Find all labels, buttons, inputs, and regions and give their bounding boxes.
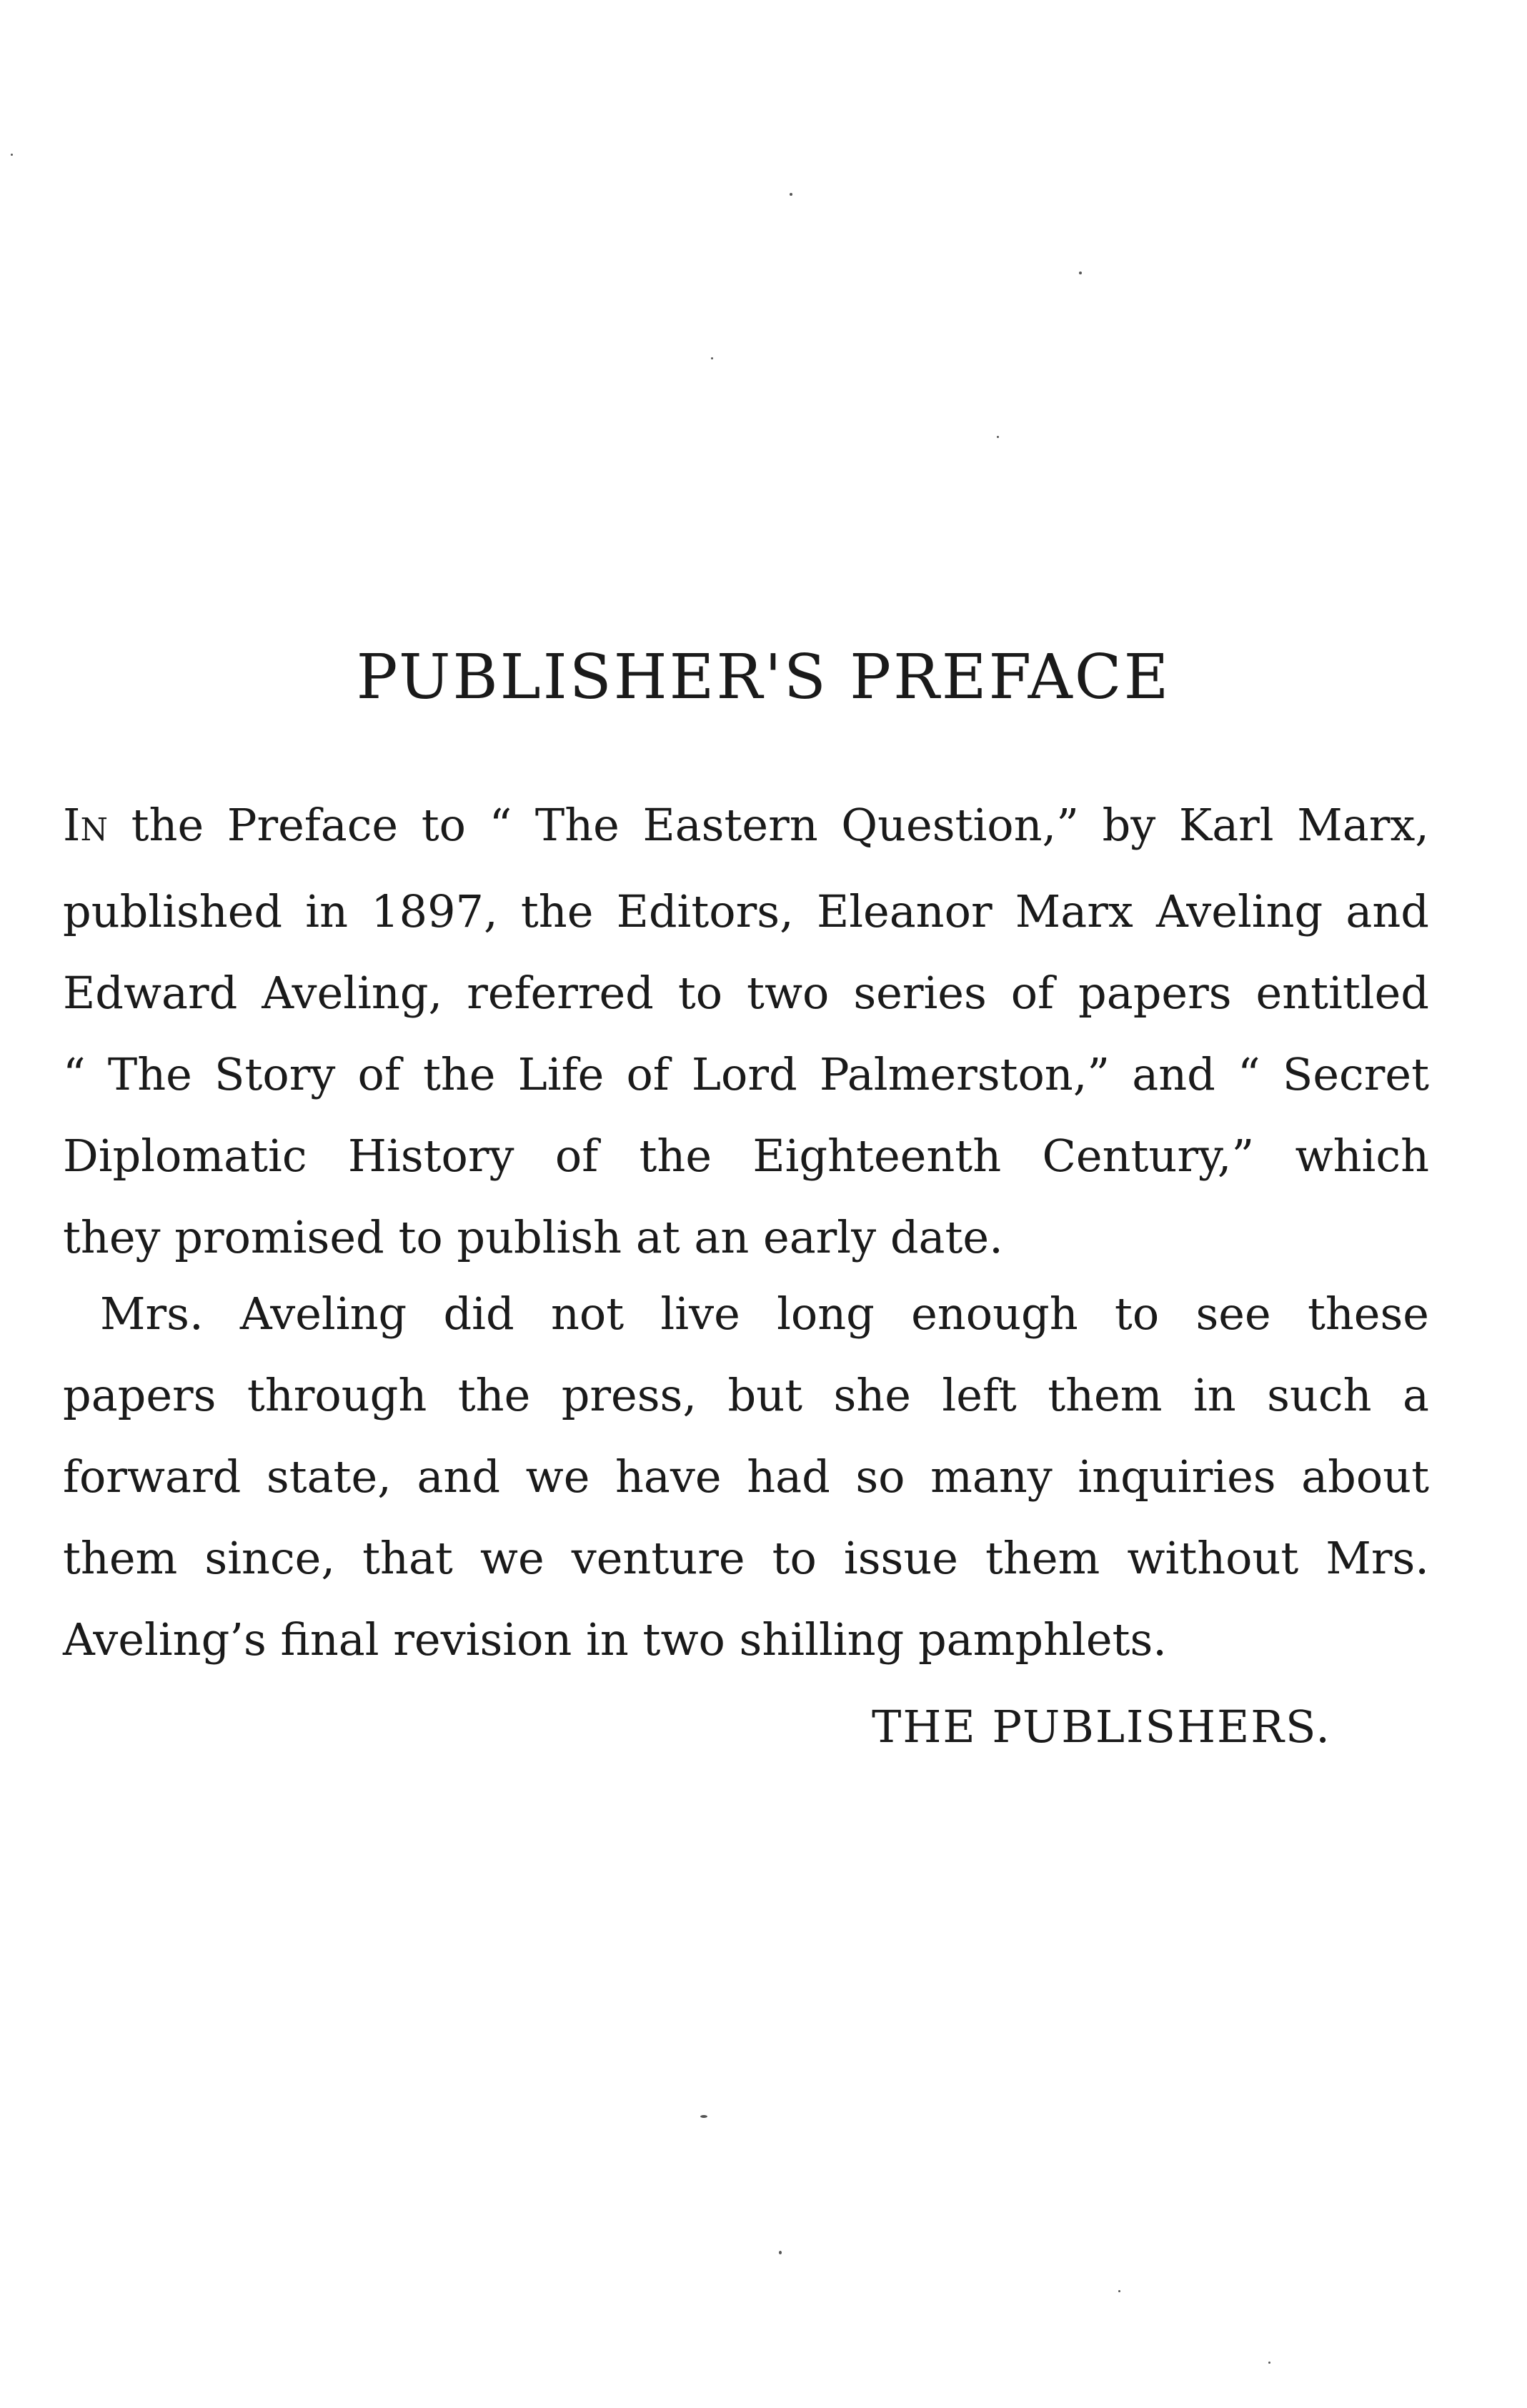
scan-speck bbox=[1268, 2362, 1270, 2364]
dropcap-rest: N bbox=[80, 812, 108, 848]
paragraph-line: Mrs. Aveling did not live long enough to see these bbox=[100, 1288, 1429, 1340]
paragraph-line: them since, that we venture to issue them without Mrs. bbox=[63, 1532, 1429, 1584]
preface-paragraph-1 bbox=[63, 785, 1429, 1278]
paragraph-line: Aveling’s final revision in two shilling pamphlets. bbox=[63, 1613, 1167, 1666]
paragraph-line: they promised to publish at an early date. bbox=[63, 1211, 1003, 1263]
paragraph-line-text: the Preface to “ The Eastern Question,” by Karl Marx, bbox=[108, 799, 1429, 851]
signature: THE PUBLISHERS. bbox=[872, 1701, 1331, 1753]
page-title: PUBLISHER'S PREFACE bbox=[356, 642, 1171, 713]
paragraph-line: “ The Story of the Life of Lord Palmerston,” and “ Secret bbox=[63, 1048, 1429, 1100]
preface-paragraph-2 bbox=[63, 1273, 1429, 1681]
paragraph-line: published in 1897, the Editors, Eleanor Marx Aveling and bbox=[63, 885, 1429, 937]
paragraph-line: papers through the press, but she left them in such a bbox=[63, 1369, 1429, 1421]
scan-speck bbox=[779, 2251, 782, 2254]
paragraph-line bbox=[63, 785, 1429, 871]
scan-speck bbox=[790, 193, 792, 196]
scan-speck bbox=[997, 436, 999, 438]
scan-speck bbox=[711, 357, 713, 359]
paragraph-line: Diplomatic History of the Eighteenth Century,” which bbox=[63, 1130, 1429, 1182]
scan-speck bbox=[1079, 272, 1082, 274]
scan-speck bbox=[11, 154, 13, 156]
paragraph-line: forward state, and we have had so many inquiries about bbox=[63, 1451, 1429, 1503]
paragraph-line: Edward Aveling, referred to two series of papers entitled bbox=[63, 967, 1429, 1019]
scan-speck bbox=[700, 2115, 707, 2118]
dropcap-initial: I bbox=[63, 799, 81, 851]
scan-speck bbox=[1118, 2290, 1120, 2292]
